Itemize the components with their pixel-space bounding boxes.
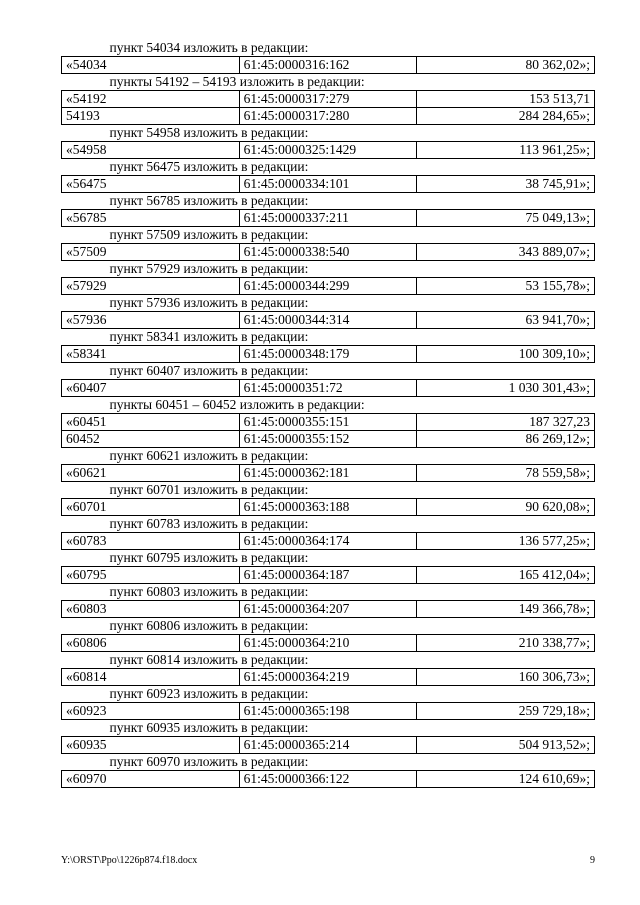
cadastral-number-cell: 61:45:0000316:162 — [239, 57, 417, 74]
table-row — [62, 431, 595, 448]
item-number-cell: «60970 — [62, 771, 240, 788]
value-cell: 153 513,71 — [417, 91, 595, 108]
table-row — [62, 57, 595, 74]
table-row — [62, 176, 595, 193]
table-row — [62, 635, 595, 652]
table-row — [62, 380, 595, 397]
value-cell: 113 961,25»; — [417, 142, 595, 159]
cadastral-number-cell: 61:45:0000362:181 — [239, 465, 417, 482]
value-cell: 284 284,65»; — [417, 108, 595, 125]
table-row — [62, 278, 595, 295]
footer-file-path: Y:\ORST\Ppo\1226p874.f18.docx — [61, 855, 198, 866]
table-row — [62, 567, 595, 584]
value-cell: 1 030 301,43»; — [417, 380, 595, 397]
cadastral-number-cell: 61:45:0000365:198 — [239, 703, 417, 720]
item-number-cell: «60701 — [62, 499, 240, 516]
item-number-cell: «60795 — [62, 567, 240, 584]
value-cell: 160 306,73»; — [417, 669, 595, 686]
cadastral-number-cell: 61:45:0000355:151 — [239, 414, 417, 431]
table-row — [62, 244, 595, 261]
cadastral-number-cell: 61:45:0000337:211 — [239, 210, 417, 227]
value-cell: 343 889,07»; — [417, 244, 595, 261]
value-cell: 100 309,10»; — [417, 346, 595, 363]
cadastral-number-cell: 61:45:0000365:214 — [239, 737, 417, 754]
value-cell: 136 577,25»; — [417, 533, 595, 550]
item-number-cell: «57509 — [62, 244, 240, 261]
item-number-cell: «60935 — [62, 737, 240, 754]
amendment-heading: пункт 57936 изложить в редакции: — [109, 295, 309, 311]
table-row — [62, 703, 595, 720]
item-number-cell: «60783 — [62, 533, 240, 550]
cadastral-number-cell: 61:45:0000364:187 — [239, 567, 417, 584]
table-row — [62, 499, 595, 516]
cadastral-number-cell: 61:45:0000344:314 — [239, 312, 417, 329]
table-row — [62, 91, 595, 108]
item-number-cell: «60923 — [62, 703, 240, 720]
amendment-heading-row — [62, 652, 595, 669]
amendment-heading: пункт 57929 изложить в редакции: — [109, 261, 309, 277]
amendments-table — [61, 40, 595, 788]
table-row — [62, 465, 595, 482]
value-cell: 53 155,78»; — [417, 278, 595, 295]
cadastral-number-cell: 61:45:0000355:152 — [239, 431, 417, 448]
amendment-heading: пункты 60451 – 60452 изложить в редакции: — [109, 397, 365, 413]
amendment-heading-row — [62, 618, 595, 635]
value-cell: 80 362,02»; — [417, 57, 595, 74]
value-cell: 90 620,08»; — [417, 499, 595, 516]
amendment-heading-row — [62, 261, 595, 278]
amendment-heading: пункт 58341 изложить в редакции: — [109, 329, 309, 345]
amendment-heading: пункт 56785 изложить в редакции: — [109, 193, 309, 209]
table-row — [62, 771, 595, 788]
item-number-cell: «60407 — [62, 380, 240, 397]
cadastral-number-cell: 61:45:0000364:219 — [239, 669, 417, 686]
amendment-heading-row — [62, 584, 595, 601]
value-cell: 210 338,77»; — [417, 635, 595, 652]
amendment-heading-row — [62, 448, 595, 465]
item-number-cell: «60814 — [62, 669, 240, 686]
amendment-heading-row — [62, 295, 595, 312]
item-number-cell: «54192 — [62, 91, 240, 108]
item-number-cell: «58341 — [62, 346, 240, 363]
table-row — [62, 346, 595, 363]
amendment-heading: пункт 60701 изложить в редакции: — [109, 482, 309, 498]
cadastral-number-cell: 61:45:0000364:207 — [239, 601, 417, 618]
value-cell: 63 941,70»; — [417, 312, 595, 329]
table-row — [62, 210, 595, 227]
value-cell: 149 366,78»; — [417, 601, 595, 618]
item-number-cell: «56475 — [62, 176, 240, 193]
table-row — [62, 414, 595, 431]
cadastral-number-cell: 61:45:0000325:1429 — [239, 142, 417, 159]
amendment-heading-row — [62, 125, 595, 142]
table-row — [62, 142, 595, 159]
cadastral-number-cell: 61:45:0000363:188 — [239, 499, 417, 516]
amendment-heading-row — [62, 754, 595, 771]
amendment-heading-row — [62, 40, 595, 57]
cadastral-number-cell: 61:45:0000366:122 — [239, 771, 417, 788]
amendment-heading: пункт 60803 изложить в редакции: — [109, 584, 309, 600]
item-number-cell: «60451 — [62, 414, 240, 431]
cadastral-number-cell: 61:45:0000364:174 — [239, 533, 417, 550]
item-number-cell: «60803 — [62, 601, 240, 618]
value-cell: 504 913,52»; — [417, 737, 595, 754]
amendment-heading-row — [62, 397, 595, 414]
table-row — [62, 533, 595, 550]
amendment-heading: пункт 60795 изложить в редакции: — [109, 550, 309, 566]
item-number-cell: 60452 — [62, 431, 240, 448]
item-number-cell: «54958 — [62, 142, 240, 159]
item-number-cell: «54034 — [62, 57, 240, 74]
table-row — [62, 108, 595, 125]
amendment-heading: пункт 54958 изложить в редакции: — [109, 125, 309, 141]
amendment-heading: пункт 60621 изложить в редакции: — [109, 448, 309, 464]
value-cell: 165 412,04»; — [417, 567, 595, 584]
amendments-table-body — [62, 40, 595, 788]
item-number-cell: «57929 — [62, 278, 240, 295]
item-number-cell: «60621 — [62, 465, 240, 482]
table-row — [62, 669, 595, 686]
amendment-heading: пункт 60970 изложить в редакции: — [109, 754, 309, 770]
item-number-cell: «57936 — [62, 312, 240, 329]
cadastral-number-cell: 61:45:0000334:101 — [239, 176, 417, 193]
amendment-heading: пункт 60806 изложить в редакции: — [109, 618, 309, 634]
amendment-heading: пункт 60935 изложить в редакции: — [109, 720, 309, 736]
amendment-heading: пункт 54034 изложить в редакции: — [109, 40, 309, 56]
value-cell: 124 610,69»; — [417, 771, 595, 788]
cadastral-number-cell: 61:45:0000351:72 — [239, 380, 417, 397]
amendment-heading: пункт 60923 изложить в редакции: — [109, 686, 309, 702]
item-number-cell: «56785 — [62, 210, 240, 227]
amendment-heading-row — [62, 550, 595, 567]
amendment-heading-row — [62, 686, 595, 703]
value-cell: 78 559,58»; — [417, 465, 595, 482]
value-cell: 187 327,23 — [417, 414, 595, 431]
document-body — [61, 40, 595, 788]
amendment-heading: пункт 60407 изложить в редакции: — [109, 363, 309, 379]
cadastral-number-cell: 61:45:0000364:210 — [239, 635, 417, 652]
value-cell: 38 745,91»; — [417, 176, 595, 193]
amendment-heading: пункт 60814 изложить в редакции: — [109, 652, 309, 668]
footer-page-number: 9 — [590, 855, 595, 866]
amendment-heading: пункт 60783 изложить в редакции: — [109, 516, 309, 532]
table-row — [62, 312, 595, 329]
value-cell: 75 049,13»; — [417, 210, 595, 227]
amendment-heading-row — [62, 227, 595, 244]
amendment-heading-row — [62, 482, 595, 499]
cadastral-number-cell: 61:45:0000344:299 — [239, 278, 417, 295]
cadastral-number-cell: 61:45:0000338:540 — [239, 244, 417, 261]
item-number-cell: «60806 — [62, 635, 240, 652]
amendment-heading-row — [62, 720, 595, 737]
amendment-heading: пункты 54192 – 54193 изложить в редакции: — [109, 74, 365, 90]
amendment-heading-row — [62, 363, 595, 380]
amendment-heading: пункт 57509 изложить в редакции: — [109, 227, 309, 243]
cadastral-number-cell: 61:45:0000348:179 — [239, 346, 417, 363]
amendment-heading-row — [62, 193, 595, 210]
value-cell: 86 269,12»; — [417, 431, 595, 448]
cadastral-number-cell: 61:45:0000317:279 — [239, 91, 417, 108]
amendment-heading-row — [62, 159, 595, 176]
page-footer — [61, 855, 595, 866]
table-row — [62, 737, 595, 754]
cadastral-number-cell: 61:45:0000317:280 — [239, 108, 417, 125]
amendment-heading-row — [62, 329, 595, 346]
table-row — [62, 601, 595, 618]
amendment-heading-row — [62, 516, 595, 533]
amendment-heading-row — [62, 74, 595, 91]
value-cell: 259 729,18»; — [417, 703, 595, 720]
amendment-heading: пункт 56475 изложить в редакции: — [109, 159, 309, 175]
item-number-cell: 54193 — [62, 108, 240, 125]
